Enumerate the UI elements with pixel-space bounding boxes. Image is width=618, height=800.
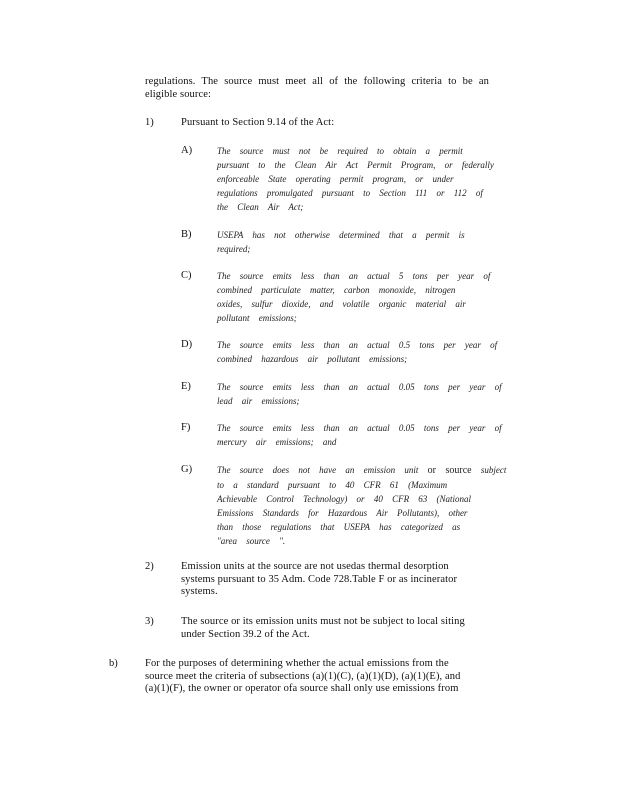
subitem-c-line: pollutant emissions; <box>217 313 297 323</box>
item-3-text <box>181 616 497 641</box>
subitem-f-label: F) <box>181 422 191 433</box>
subitem-g-line: Achievable Control Technology) or 40 CFR 63 (National <box>217 494 472 504</box>
item-b-text <box>145 658 497 696</box>
item-2-label: 2) <box>145 561 154 572</box>
subitem-g-text <box>217 463 507 548</box>
subitem-e-text <box>217 380 502 408</box>
subitem-d-line: The source emits less than an actual 0.5 tons per year of <box>217 340 498 350</box>
subitem-a-line: regulations promulgated pursuant to Section 111 or 112 of <box>217 188 483 198</box>
subitem-d-text <box>217 338 499 366</box>
subitem-g-line-1 <box>217 463 507 478</box>
subitem-c-line: The source emits less than an actual 5 tons per year of <box>217 271 491 281</box>
subitem-f-line: The source emits less than an actual 0.05 tons per year of <box>217 423 502 433</box>
subitem-c-line: combined particulate matter, carbon monoxide, nitrogen <box>217 285 456 295</box>
item-1-label: 1) <box>145 117 154 128</box>
item-2-line: Emission units at the source are not usedas thermal desorption <box>181 561 449 572</box>
subitem-g-line: than those regulations that USEPA has categorized as <box>217 522 461 532</box>
subitem-g-line-1-b: or source <box>427 465 472 476</box>
item-3-label: 3) <box>145 616 154 627</box>
subitem-c-line: oxides, sulfur dioxide, and volatile organic material air <box>217 299 466 309</box>
subitem-b-label: B) <box>181 229 192 240</box>
item-2-line: systems. <box>181 586 218 597</box>
item-3-line: The source or its emission units must not be subject to local siting <box>181 616 465 627</box>
subitem-d-line: combined hazardous air pollutant emissions; <box>217 354 408 364</box>
subitem-c-label: C) <box>181 270 192 281</box>
subitem-g-line-1-a: The source does not have an emission unit <box>217 465 419 475</box>
intro-paragraph <box>145 76 489 101</box>
subitem-b-text <box>217 228 499 256</box>
subitem-f-line: mercury air emissions; and <box>217 437 337 447</box>
subitem-g-line: to a standard pursuant to 40 CFR 61 (Maximum <box>217 480 448 490</box>
item-b-line: (a)(1)(F), the owner or operator ofa source shall only use emissions from <box>145 683 459 694</box>
subitem-e-label: E) <box>181 381 191 392</box>
subitem-c-text <box>217 269 499 325</box>
item-3-line: under Section 39.2 of the Act. <box>181 628 310 640</box>
subitem-b-line: USEPA has not otherwise determined that a permit is <box>217 230 465 240</box>
subitem-e-line: The source emits less than an actual 0.05 tons per year of <box>217 382 502 392</box>
subitem-a-text <box>217 144 499 214</box>
subitem-a-label: A) <box>181 145 193 156</box>
subitem-b-line: required; <box>217 244 251 254</box>
subitem-g-line-1-c: subject <box>480 465 507 475</box>
item-b-line: For the purposes of determining whether the actual emissions from the <box>145 658 449 669</box>
intro-line-2: eligible source: <box>145 88 212 100</box>
item-b-label: b) <box>109 658 118 669</box>
subitem-d-label: D) <box>181 339 193 350</box>
subitem-a-line: enforceable State operating permit program, or under <box>217 174 454 184</box>
subitem-g-label: G) <box>181 464 193 475</box>
subitem-e-line: lead air emissions; <box>217 396 300 406</box>
subitem-a-line: The source must not be required to obtain a permit <box>217 146 463 156</box>
item-1-text: Pursuant to Section 9.14 of the Act: <box>181 117 335 128</box>
subitem-f-text <box>217 421 502 449</box>
item-2-text <box>181 561 477 599</box>
intro-line-1: regulations. The source must meet all of the following criteria to be an <box>145 76 489 87</box>
subitem-g-line: Emissions Standards for Hazardous Air Pollutants), other <box>217 508 468 518</box>
item-2-line: systems pursuant to 35 Adm. Code 728.Table F or as incinerator <box>181 573 458 585</box>
subitem-a-line: pursuant to the Clean Air Act Permit Program, or federally <box>217 160 494 170</box>
item-b-line: source meet the criteria of subsections (a)(1)(C), (a)(1)(D), (a)(1)(E), and <box>145 670 461 682</box>
subitem-a-line: the Clean Air Act; <box>217 202 304 212</box>
subitem-g-line: "area source ". <box>217 536 286 546</box>
